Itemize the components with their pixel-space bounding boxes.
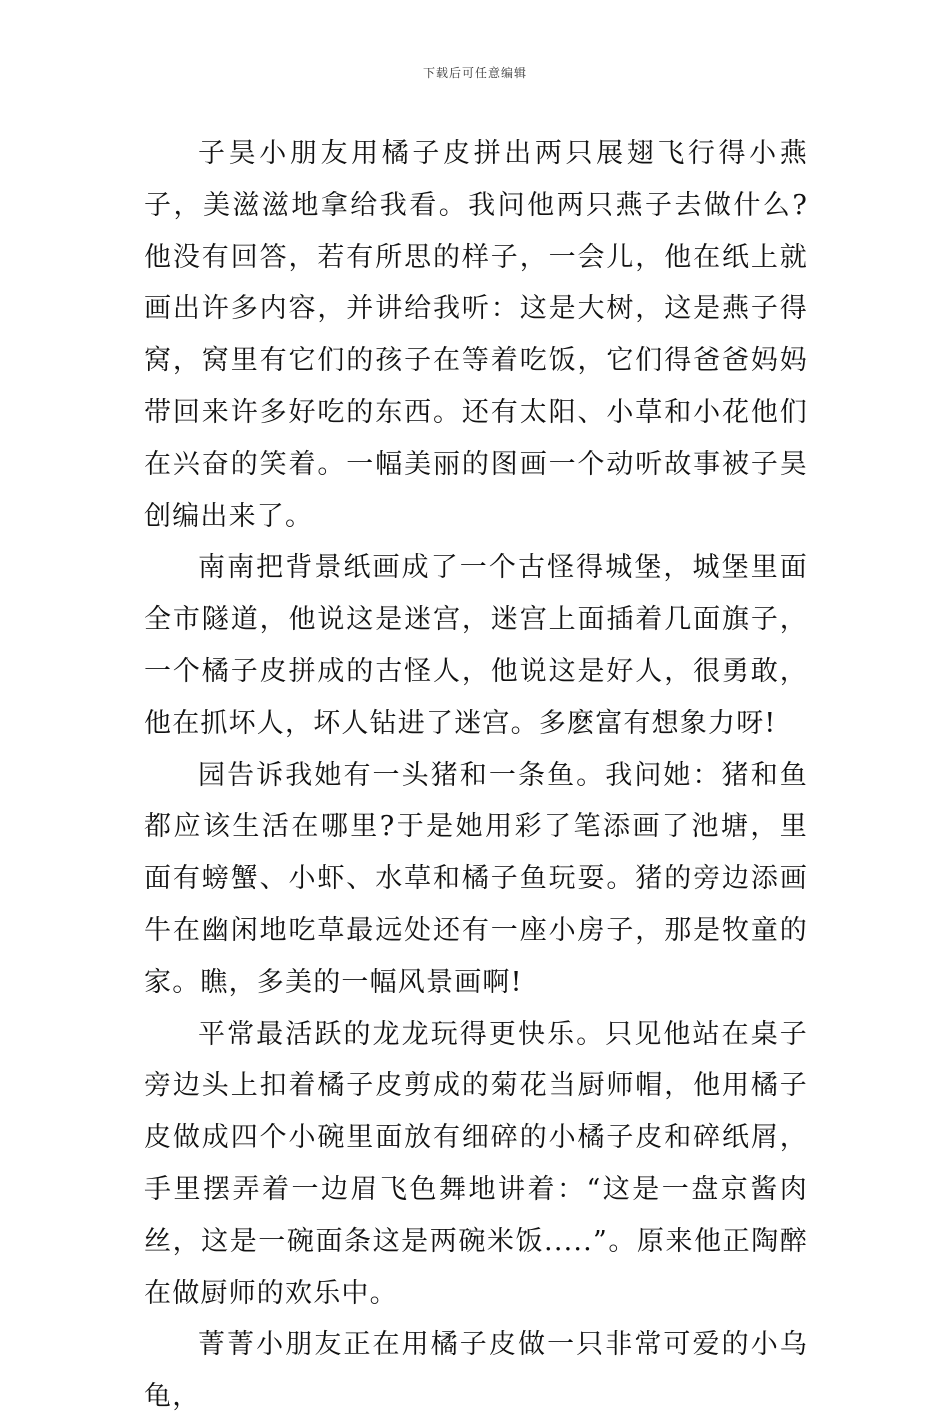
page-header: 下载后可任意编辑 xyxy=(422,66,527,80)
paragraph-5: 菁菁小朋友正在用橘子皮做一只非常可爱的小乌龟， xyxy=(144,1329,808,1413)
paragraph-1: 子昊小朋友用橘子皮拼出两只展翅飞行得小燕子，美滋滋地拿给我看。我问他两只燕子去做什么?他没有回答，若有所思的样子，一会儿，他在纸上就画出许多内容，并讲给我听：这是大树，这是燕子得窝，窝里有它们的孩子在等着吃饭，它们得爸爸妈妈带回来许多好吃的东西。还有太阳、小草和小花他们在兴奋的笑着。一幅美丽的图画一个动听故事被子昊创编出来了。 xyxy=(144,138,808,532)
paragraph-2: 南南把背景纸画成了一个古怪得城堡，城堡里面全市隧道，他说这是迷宫，迷宫上面插着几面旗子，一个橘子皮拼成的古怪人，他说这是好人，很勇敢，他在抓坏人，坏人钻进了迷宫。多麽富有想象力呀! xyxy=(144,552,808,739)
paragraph-3: 园告诉我她有一头猪和一条鱼。我问她：猪和鱼都应该生活在哪里?于是她用彩了笔添画了池塘，里面有螃蟹、小虾、水草和橘子鱼玩耍。猪的旁边添画牛在幽闲地吃草最远处还有一座小房子，那是牧童的家。瞧，多美的一幅风景画啊! xyxy=(144,759,808,998)
document-body xyxy=(144,128,808,1423)
paragraph-4: 平常最活跃的龙龙玩得更快乐。只见他站在桌子旁边头上扣着橘子皮剪成的菊花当厨师帽，他用橘子皮做成四个小碗里面放有细碎的小橘子皮和碎纸屑，手里摆弄着一边眉飞色舞地讲着：“这是一盘京酱肉丝，这是一碗面条这是两碗米饭.....”。原来他正陶醉在做厨师的欢乐中。 xyxy=(144,1018,808,1309)
